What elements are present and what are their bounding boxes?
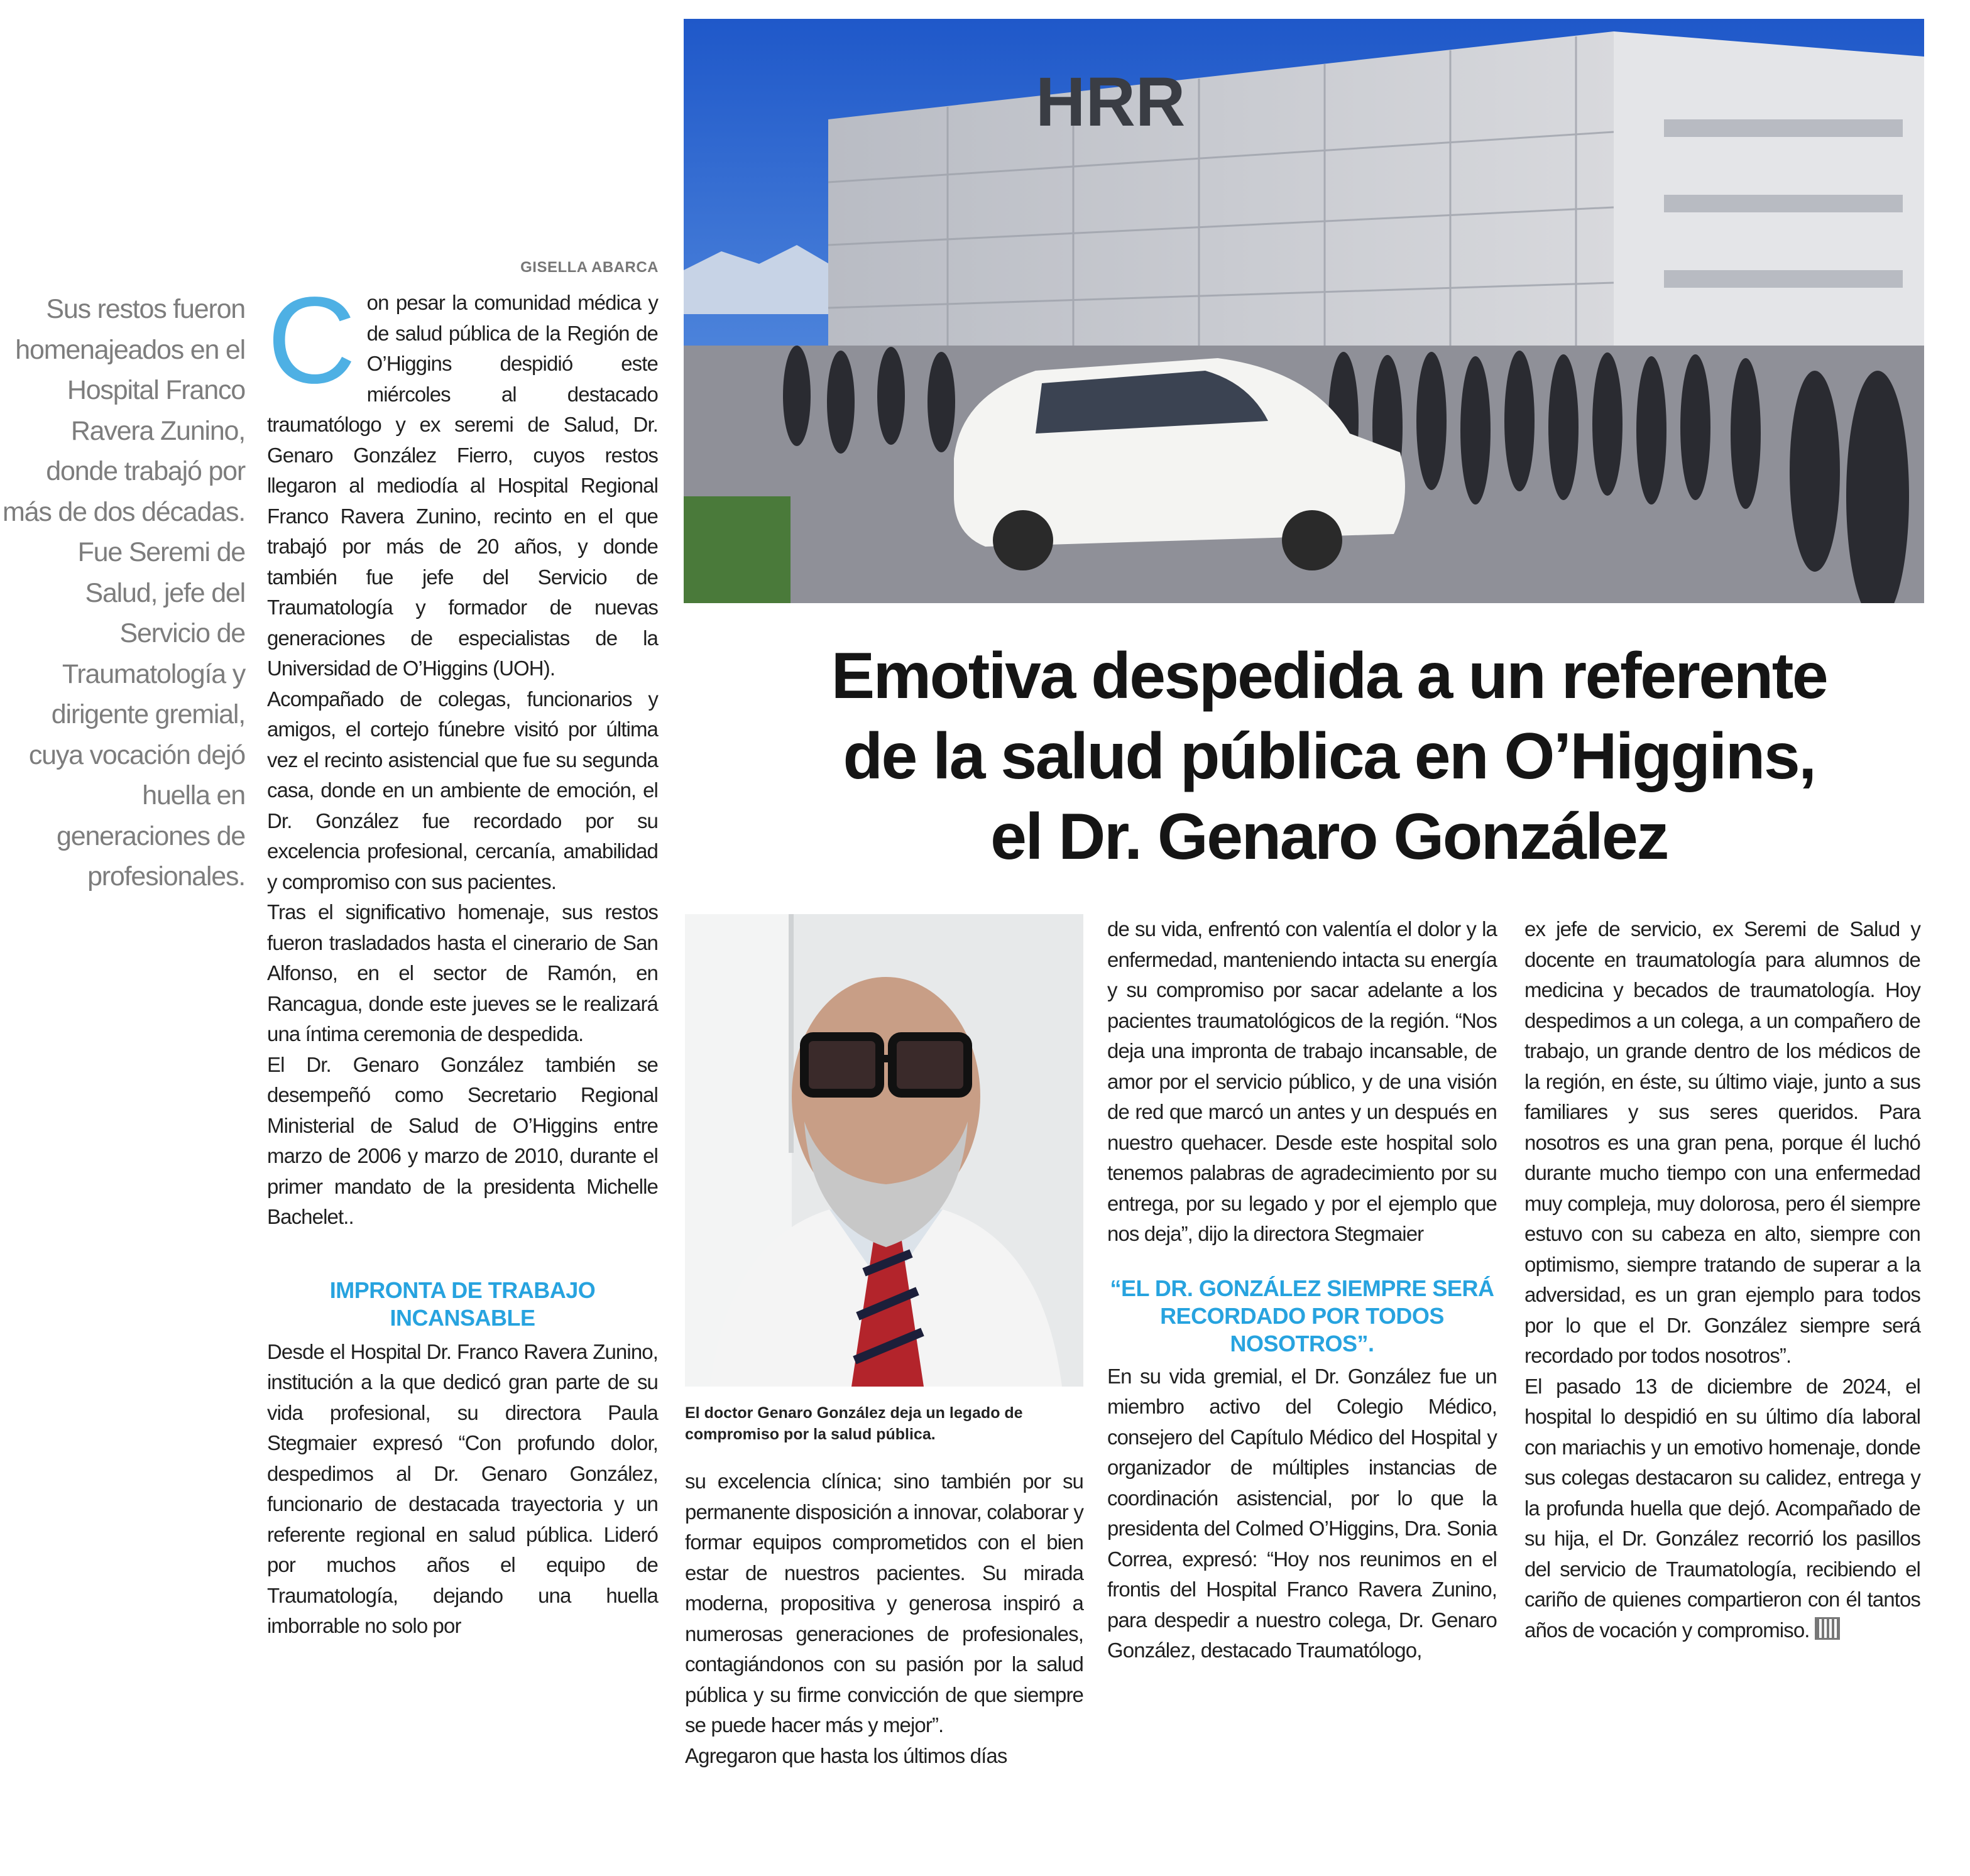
paragraph: El Dr. Genaro González también se desempeñó como Secretario Regional Ministerial de Salud de O’Higgins entre marzo de 2006 y marzo de 2010, durante el primer mandato de la presidenta Michelle Bachelet.. [267,1052,658,1228]
subheading: “EL DR. GONZÁLEZ SIEMPRE SERÁ RECORDADO POR TODOS NOSOTROS”. [1110,1275,1494,1356]
paragraph: on pesar la comunidad médica y de salud pública de la Región de O’Higgins despidió este miércoles al destacado traumatólogo y ex seremi de Salud, Dr. Genaro González Fierro, cuyos restos llegaron al mediodía al Hospital Regional Franco Ravera Zunino, recinto en el que trabajó por más de 20 años, y donde también fue jefe del Servicio de Traumatología y formador de nuevas generaciones de especialistas de la Universidad de O’Higgins (UOH). [267,291,658,680]
paragraph: Tras el significativo homenaje, sus restos fueron trasladados hasta el cinerario de San Alfonso, en el sector de Ramón, en Rancagua, donde este jueves se le realizará una íntima ceremonia de despedida. [267,900,658,1045]
doctor-portrait-photo [685,914,1083,1387]
headline-line: el Dr. Genaro González [990,800,1668,873]
paragraph: En su vida gremial, el Dr. González fue un miembro activo del Colegio Médico, consejero del Capítulo Médico del Hospital y organizador de múltiples instancias de coordinación asistencial, por lo que la presidenta del Colmed O’Higgins, Dra. Sonia Correa, expresó: “Hoy nos reunimos en el frontis del Hospital Franco Ravera Zunino, para despedir a nuestro colega, Dr. Genaro González, destacado Traumatólogo, [1107,1364,1497,1662]
paragraph: Acompañado de colegas, funcionarios y amigos, el cortejo fúnebre visitó por última vez el recinto asistencial que fue su segunda casa, donde en un ambiente de emoción, el Dr. González fue recordado por su excelencia profesional, cercanía, amabilidad y compromiso con sus pacientes. [267,687,658,893]
drop-cap: C [267,271,356,409]
paragraph: de su vida, enfrentó con valentía el dolor y la enfermedad, manteniendo intacta su energía y su compromiso por sacar adelante a los pacientes traumatológicos de la región. “Nos deja una impronta de trabajo incansable, de amor por el servicio público, y de una visión de red que marcó un antes y un después en nuestro quehacer. Desde este hospital solo tenemos palabras de agradecimiento por su entrega, por su legado y por el ejemplo que nos deja”, dijo la directora Stegmaier [1107,917,1497,1245]
subheading: IMPRONTA DE TRABAJO INCANSABLE [329,1277,596,1331]
end-of-article-icon [1815,1617,1840,1640]
paragraph: Agregaron que hasta los últimos días [685,1743,1007,1767]
paragraph [1524,1372,1920,1646]
article-summary: Sus restos fueron homenajeados en el Hospital Franco Ravera Zunino, donde trabajó por más de dos décadas. Fue Seremi de Salud, jefe del Servicio de Traumatología y dirigente gremial, cuya vocación dejó huella en generaciones de profesionales. [3,294,245,892]
hospital-funeral-photo [684,19,1924,603]
paragraph: ex jefe de servicio, ex Seremi de Salud y docente en traumatología para alumnos de medicina y becados de traumatología. Hoy despedimos a un colega, a un compañero de trabajo, un grande dentro de los médicos de la región, en éste, su último viaje, junto a sus familiares y sus seres queridos. Para nosotros es una gran pena, porque él luchó durante mucho tiempo con una enfermedad muy compleja, muy dolorosa, pero él siempre estuvo con su cabeza en alto, siempre con optimismo, siempre tratando de superar a la adversidad, es un gran ejemplo para todos por lo que el Dr. González siempre será recordado por todos nosotros”. [1524,917,1920,1367]
article-column-3 [1107,914,1497,1666]
svg-text:HRR: HRR [1036,63,1186,141]
photo-caption: El doctor Genaro González deja un legado de compromiso por la salud pública. [685,1404,1023,1443]
article-column-4 [1524,914,1920,1645]
paragraph-text: El pasado 13 de diciembre de 2024, el hospital lo despidió en su último día laboral con mariachis y un emotivo homenaje, donde sus colegas destacaron su calidez, entrega y la profunda huella que dejó. Acompañado de su hija, el Dr. González recorrió los pasillos del servicio de Traumatología, recibiendo el cariño de quienes compartieron con él tantos años de vocación y compromiso. [1524,1374,1920,1642]
paragraph: su excelencia clínica; sino también por su permanente disposición a innovar, colaborar y formar equipos comprometidos con el bien estar de nuestros pacientes. Su mirada moderna, propositiva y generosa inspiró a numerosas generaciones de profesionales, contagiándonos con su pasión por la salud pública y su firme convicción de que siempre se puede hacer más y mejor”. [685,1470,1083,1737]
headline-line: de la salud pública en O’Higgins, [843,720,1815,793]
paragraph: Desde el Hospital Dr. Franco Ravera Zunino, institución a la que dedicó gran parte de su vida profesional, su directora Paula Stegmaier expresó “Con profundo dolor, despedimos al Dr. Genaro González, funcionario de destacada trayectoria y un referente regional en salud pública. Lideró por muchos años el equipo de Traumatología, dejando una huella imborrable no solo por [267,1339,658,1637]
headline-line: Emotiva despedida a un referente [831,640,1827,712]
byline: GISELLA ABARCA [520,259,659,276]
article-column-2 [685,1466,1083,1771]
article-column-1 [267,271,658,1642]
article-headline [685,636,1970,877]
